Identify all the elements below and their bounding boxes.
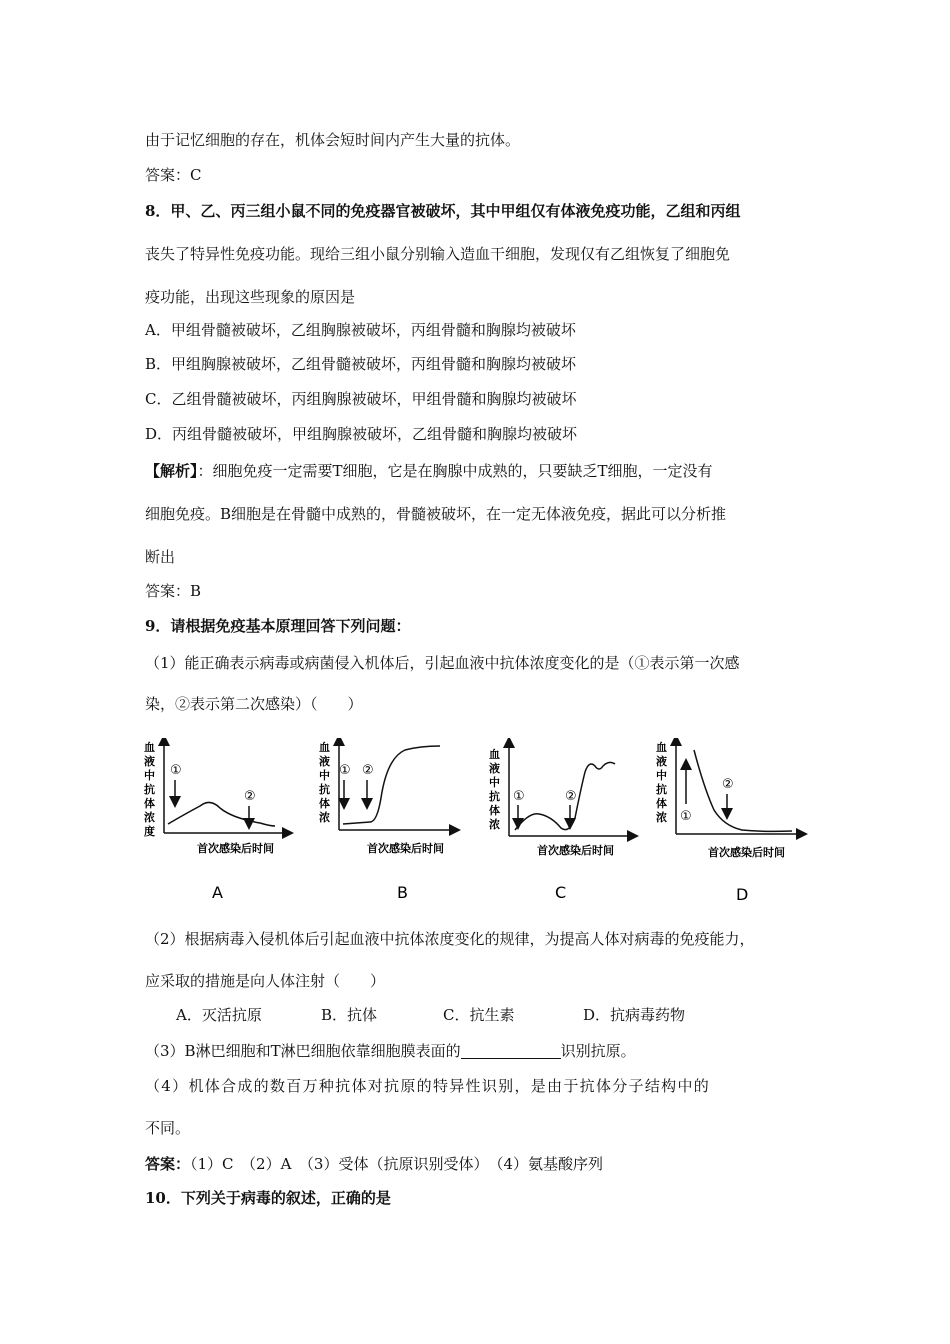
svg-text:体: 体 [489, 804, 500, 817]
x-label: 首次感染后时间 [197, 842, 274, 855]
option-a: A．甲组骨髓被破坏，乙组胸腺被破坏，丙组骨髓和胸腺均被破坏 [145, 321, 576, 339]
x-label: 首次感染后时间 [708, 846, 785, 859]
question-9-3-line [145, 1042, 636, 1060]
graph-label-b: B [397, 883, 408, 902]
question-8-line: 丧失了特异性免疫功能。现给三组小鼠分别输入造血干细胞，发现仅有乙组恢复了细胞免 [145, 245, 731, 263]
analysis-line [145, 462, 713, 480]
svg-text:液: 液 [144, 755, 155, 768]
text-line: 由于记忆细胞的存在，机体会短时间内产生大量的抗体。 [145, 131, 521, 149]
svg-text:血: 血 [319, 741, 330, 754]
answer-blank [461, 1044, 561, 1059]
question-9-4-line: （4）机体合成的数百万种抗体对抗原的特异性识别，是由于抗体分子结构中的 [145, 1077, 711, 1095]
svg-text:液: 液 [489, 762, 500, 775]
question-8-line: 疫功能，出现这些现象的原因是 [145, 288, 356, 306]
graph-c [489, 742, 633, 902]
y-label: 血 [144, 741, 155, 754]
option-b: B．甲组胸腺被破坏，乙组骨髓被破坏，丙组骨髓和胸腺均被破坏 [145, 355, 577, 373]
question-9-line: 9．请根据免疫基本原理回答下列问题： [145, 617, 411, 635]
svg-text:度: 度 [144, 825, 155, 838]
option-a: A．灭活抗原 [176, 1006, 262, 1024]
analysis-line: 细胞免疫。B细胞是在骨髓中成熟的，骨髓被破坏，在一定无体液免疫，据此可以分析推 [145, 505, 727, 523]
x-label: 首次感染后时间 [537, 844, 614, 857]
question-9-3-text: （3）B淋巴细胞和T淋巴细胞依靠细胞膜表面的 [145, 1042, 461, 1060]
option-c: C．乙组骨髓被破坏，丙组胸腺被破坏，甲组骨髓和胸腺均被破坏 [145, 390, 577, 408]
first-infection-marker: ① [513, 789, 525, 804]
svg-text:浓: 浓 [489, 818, 500, 831]
question-8-line [145, 202, 740, 220]
answer-line [145, 1155, 603, 1173]
second-infection-marker: ② [565, 789, 577, 804]
graph-a [144, 740, 288, 902]
graph-b [319, 740, 455, 902]
question-9-1-line: 染，②表示第二次感染）（ ） [145, 695, 363, 713]
svg-text:体: 体 [656, 797, 667, 810]
analysis-line: 断出 [145, 548, 176, 566]
graph-d [656, 740, 802, 904]
svg-text:浓: 浓 [144, 811, 155, 824]
svg-text:浓: 浓 [656, 811, 667, 824]
question-9-4-line: 不同。 [145, 1119, 191, 1137]
option-d: D．丙组骨髓被破坏，甲组胸腺被破坏，乙组骨髓和胸腺均被破坏 [145, 425, 578, 443]
svg-text:抗: 抗 [656, 783, 667, 796]
answer-head: 答案： [145, 1155, 191, 1173]
question-9-3-tail: 识别抗原。 [560, 1042, 636, 1060]
antibody-graphs [140, 738, 820, 908]
curve-b [343, 746, 440, 824]
svg-text:液: 液 [319, 755, 330, 768]
question-9-1-line: （1）能正确表示病毒或病菌侵入机体后，引起血液中抗体浓度变化的是（①表示第一次感 [145, 654, 740, 672]
answer-line: 答案：B [145, 582, 202, 600]
analysis-text: ：细胞免疫一定需要T细胞，它是在胸腺中成熟的，只要缺乏T细胞，一定没有 [197, 462, 713, 480]
svg-text:中: 中 [656, 769, 667, 782]
option-b: B．抗体 [321, 1006, 378, 1024]
answer-line: 答案：C [145, 166, 202, 184]
graph-label-c: C [555, 883, 567, 902]
question-8-text: 8．甲、乙、丙三组小鼠不同的免疫器官被破坏，其中甲组仅有体液免疫功能，乙组和丙组 [145, 202, 741, 220]
second-infection-marker: ② [362, 763, 374, 778]
x-label: 首次感染后时间 [367, 842, 444, 855]
svg-text:抗: 抗 [489, 790, 500, 803]
question-10-line: 10．下列关于病毒的叙述，正确的是 [145, 1189, 391, 1207]
svg-text:中: 中 [144, 769, 155, 782]
analysis-head: 【解析】 [145, 462, 198, 480]
svg-text:血: 血 [489, 748, 500, 761]
svg-text:中: 中 [319, 769, 330, 782]
svg-text:体: 体 [319, 797, 330, 810]
option-d: D．抗病毒药物 [583, 1006, 686, 1024]
first-infection-marker: ① [170, 763, 182, 778]
options-row [176, 1006, 685, 1024]
graph-label-d: D [736, 885, 749, 904]
svg-text:体: 体 [144, 797, 155, 810]
question-9-2-line: （2）根据病毒入侵机体后引起血液中抗体浓度变化的规律，为提高人体对病毒的免疫能力， [145, 930, 755, 948]
first-infection-marker: ① [680, 809, 692, 824]
curve-d [694, 750, 792, 831]
second-infection-marker: ② [244, 789, 256, 804]
svg-text:浓: 浓 [319, 811, 330, 824]
first-infection-marker: ① [339, 763, 351, 778]
answer-text: （1）C （2）A （3）受体（抗原识别受体） （4）氨基酸序列 [190, 1155, 604, 1173]
curve-a [168, 802, 275, 826]
svg-text:血: 血 [656, 741, 667, 754]
option-c: C．抗生素 [443, 1006, 515, 1024]
graph-label-a: A [212, 883, 223, 902]
svg-text:抗: 抗 [319, 783, 330, 796]
question-9-2-line: 应采取的措施是向人体注射（ ） [145, 972, 386, 990]
second-infection-marker: ② [722, 777, 734, 792]
svg-text:液: 液 [656, 755, 667, 768]
svg-text:中: 中 [489, 776, 500, 789]
svg-text:抗: 抗 [144, 783, 155, 796]
